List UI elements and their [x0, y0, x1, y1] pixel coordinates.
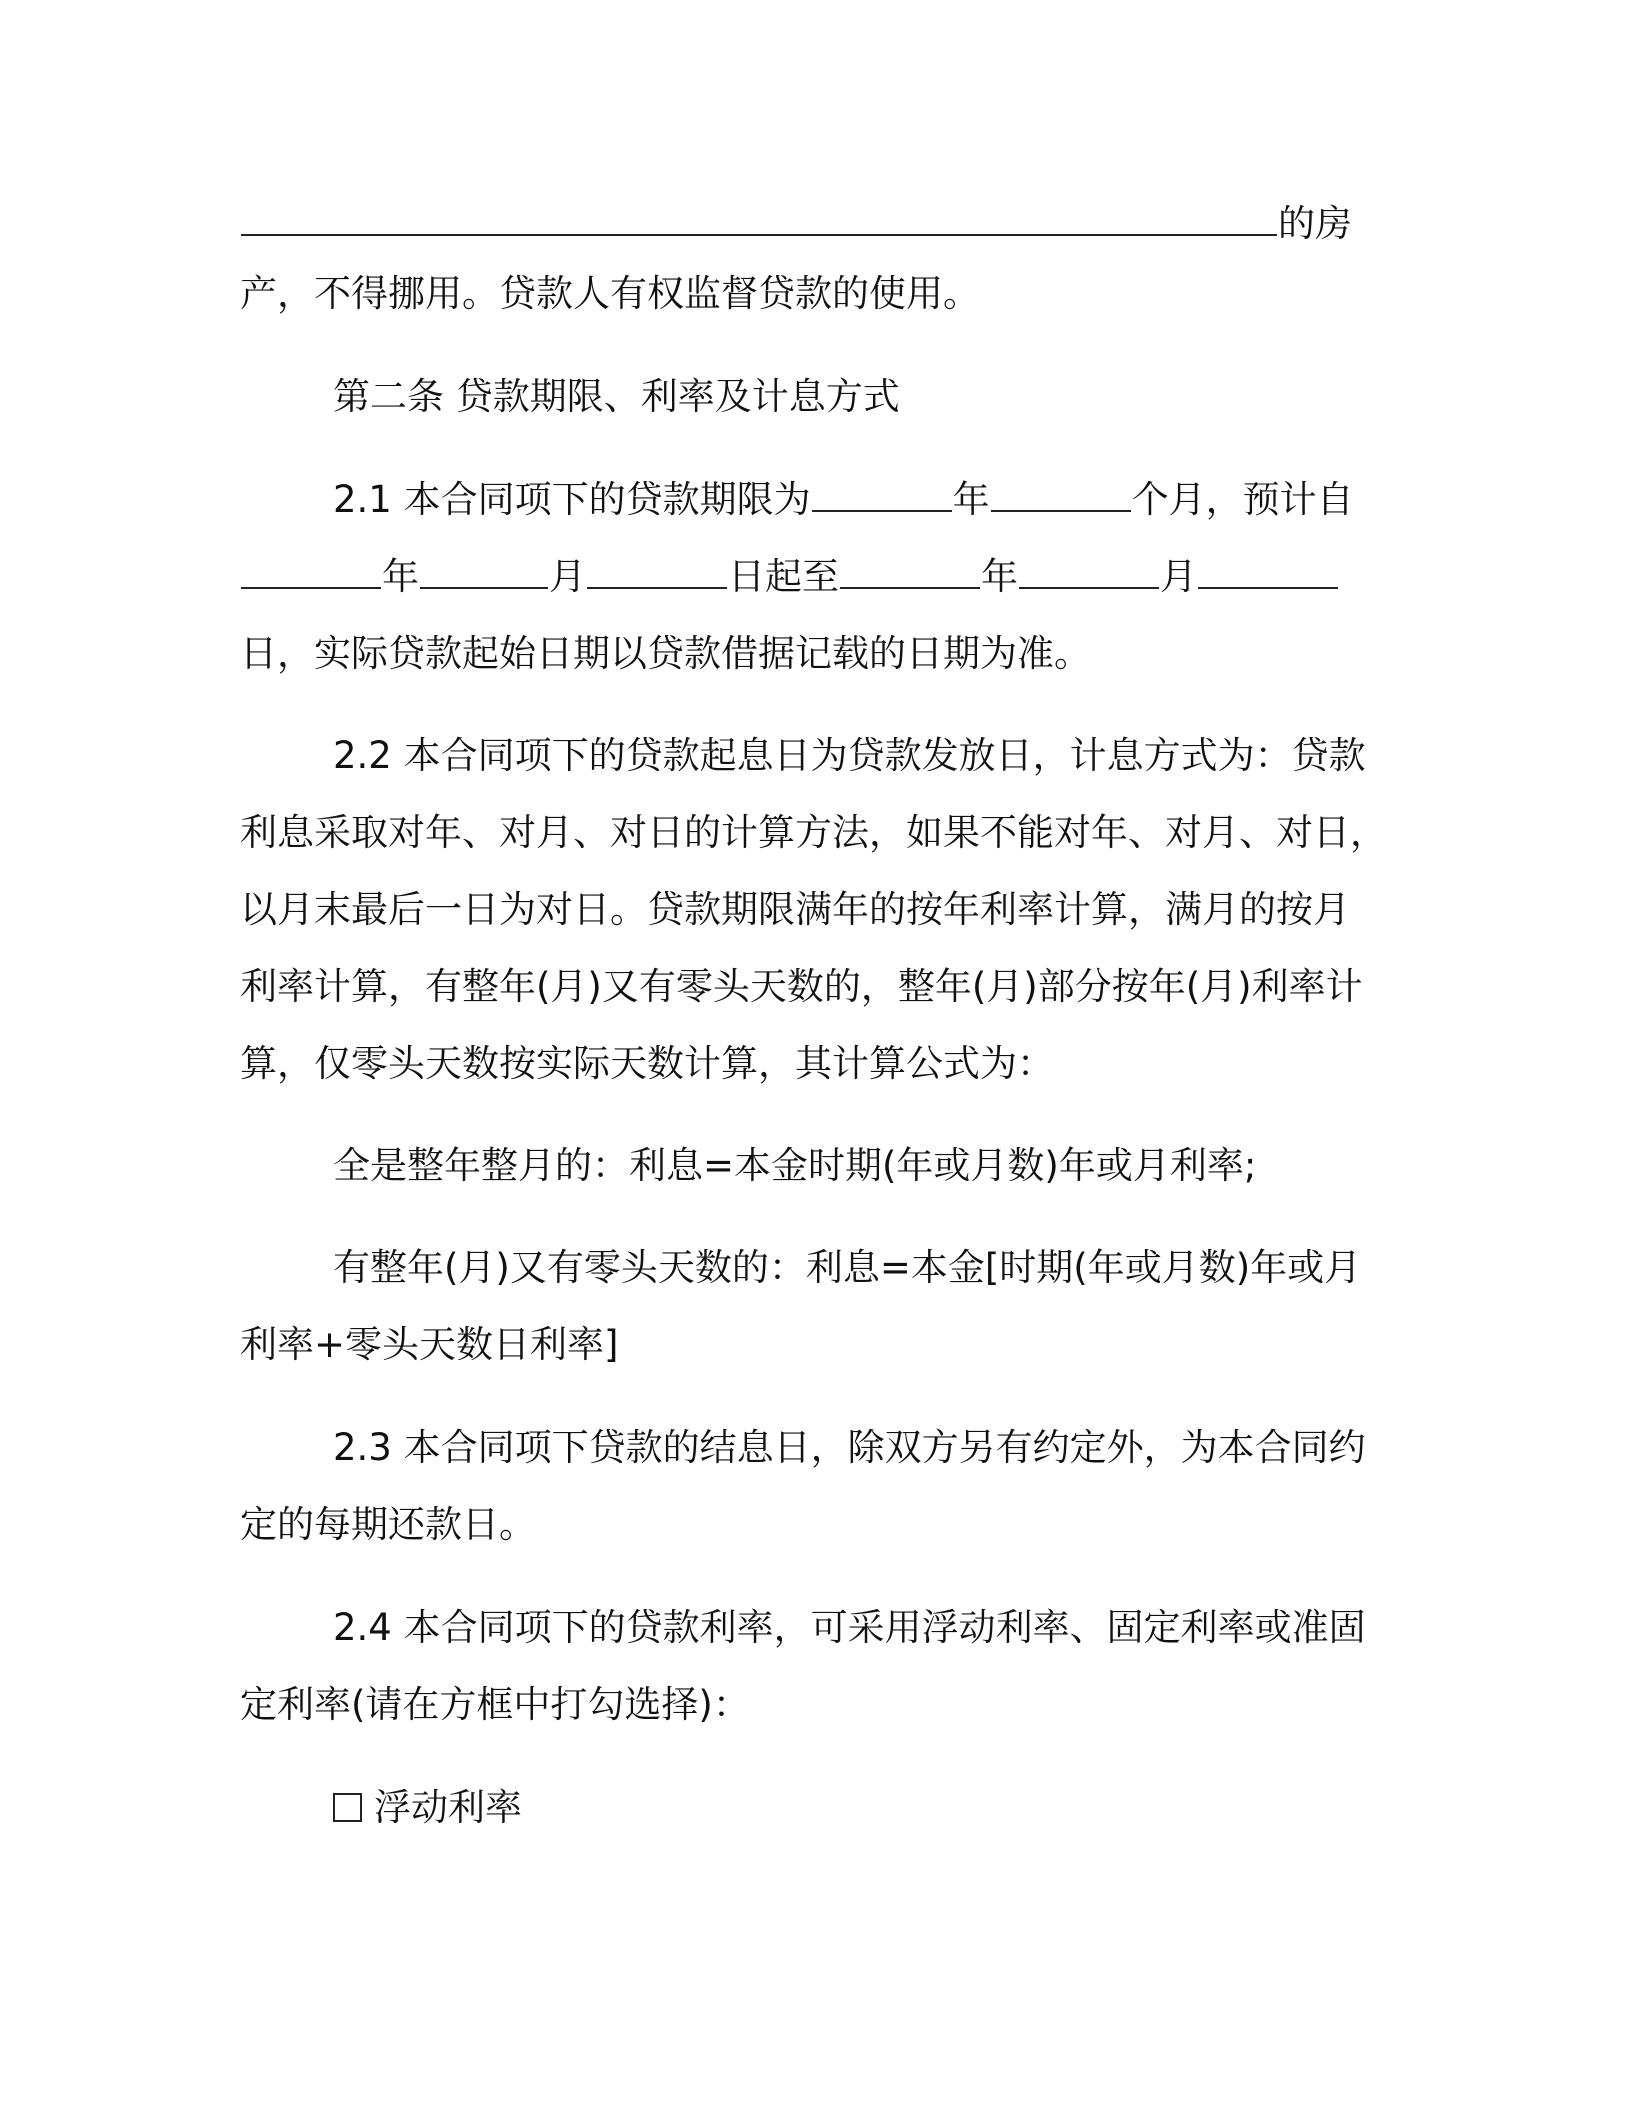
option-floating-rate [333, 1784, 522, 1832]
blank-months [991, 476, 1131, 512]
para-2-3-line-1: 2.3 本合同项下贷款的结息日，除双方另有约定外，为本合同约 [333, 1426, 1366, 1469]
para-2-1-line-3: 日，实际贷款起始日期以贷款借据记载的日期为准。 [240, 632, 1091, 675]
para-2-1-line-1 [333, 476, 1354, 524]
line-1-text: 的房 [1278, 202, 1352, 245]
para-2-2-line-3: 以月末最后一日为对日。贷款期限满年的按年利率计算，满月的按月 [240, 888, 1350, 931]
para-2-3-line-2: 定的每期还款日。 [240, 1503, 536, 1546]
formula-2-line-2: 利率+零头天数日利率] [240, 1323, 619, 1366]
line-1 [240, 200, 1352, 248]
formula-2-line-1: 有整年(月)又有零头天数的：利息=本金[时期(年或月数)年或月 [333, 1246, 1362, 1289]
p21-month-until: 个月，预计自 [1131, 478, 1354, 521]
blank-start-day [587, 553, 727, 589]
blank-end-day [1198, 553, 1338, 589]
blank-purpose [241, 200, 1277, 236]
formula-1: 全是整年整月的：利息=本金时期(年或月数)年或月利率; [333, 1144, 1257, 1187]
blank-end-month [1019, 553, 1159, 589]
p21-y3: 年 [981, 555, 1018, 598]
p21-year: 年 [952, 478, 990, 521]
blank-start-year [241, 553, 381, 589]
option-floating-label: 浮动利率 [374, 1786, 522, 1829]
blank-end-year [840, 553, 980, 589]
line-2: 产，不得挪用。贷款人有权监督贷款的使用。 [240, 272, 980, 315]
blank-years [812, 476, 952, 512]
p21-a: 2.1 本合同项下的贷款期限为 [333, 478, 811, 521]
article-title: 第二条 贷款期限、利率及计息方式 [333, 375, 900, 418]
para-2-1-line-2 [240, 553, 1339, 601]
para-2-4-line-1: 2.4 本合同项下的贷款利率，可采用浮动利率、固定利率或准固 [333, 1606, 1366, 1649]
para-2-4-line-2: 定利率(请在方框中打勾选择)： [240, 1683, 750, 1726]
p21-m2: 月 [549, 555, 586, 598]
floating-rate-checkbox[interactable] [333, 1793, 362, 1822]
para-2-2-line-1: 2.2 本合同项下的贷款起息日为贷款发放日，计息方式为：贷款 [333, 734, 1366, 777]
para-2-2-line-5: 算，仅零头天数按实际天数计算，其计算公式为： [240, 1042, 1054, 1085]
p21-d2-to: 日起至 [728, 555, 839, 598]
p21-y2: 年 [382, 555, 419, 598]
blank-start-month [420, 553, 548, 589]
p21-m3: 月 [1160, 555, 1197, 598]
para-2-2-line-2: 利息采取对年、对月、对日的计算方法，如果不能对年、对月、对日， [240, 811, 1387, 854]
para-2-2-line-4: 利率计算，有整年(月)又有零头天数的，整年(月)部分按年(月)利率计 [240, 965, 1363, 1008]
